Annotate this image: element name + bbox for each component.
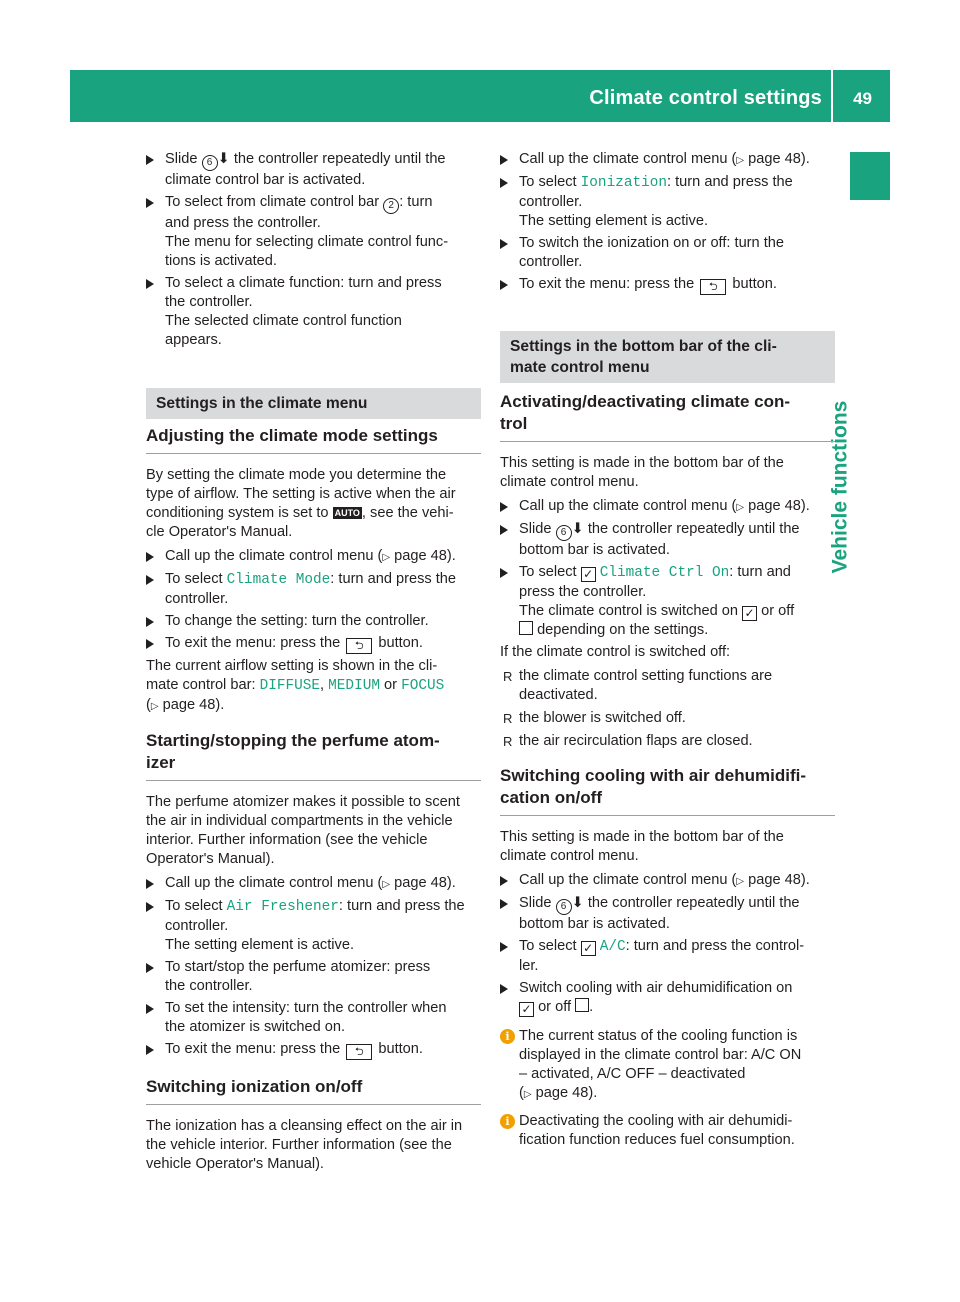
back-button-icon: ⮌ [346, 1044, 372, 1060]
right-column [500, 150, 835, 1150]
step: To select Ionization: turn and press the controller. The setting element is active. [500, 173, 835, 231]
checkbox-checked-icon: ✓ [581, 567, 596, 582]
arrow-bullet-icon [500, 502, 508, 512]
arrow-bullet-icon [500, 280, 508, 290]
auto-icon: AUTO [334, 508, 360, 518]
arrow-bullet-icon [500, 899, 508, 909]
step: To exit the menu: press the ⮌ button. [146, 634, 481, 654]
left-column [146, 150, 481, 1179]
step: To select a climate function: turn and press the controller. The selected climate control function appears. [146, 274, 481, 350]
arrow-bullet-icon [146, 617, 154, 627]
step: Call up the climate control menu (▷ page 48). [500, 150, 835, 170]
step: Switch cooling with air dehumidification on ✓ or off . [500, 979, 835, 1017]
step: Slide 6 ⬇ the controller repeatedly until the bottom bar is activated. [500, 894, 835, 934]
page-ref-icon: ▷ [523, 1089, 532, 1100]
arrow-bullet-icon [500, 984, 508, 994]
checkbox-checked-icon: ✓ [519, 1002, 534, 1017]
arrow-bullet-icon [500, 155, 508, 165]
section-heading: Switching cooling with air dehumidifi- cation on/off [500, 765, 835, 816]
page-ref-icon: ▷ [736, 502, 745, 513]
arrow-bullet-icon [500, 239, 508, 249]
step: Call up the climate control menu (▷ page 48). [146, 547, 481, 567]
section-heading: Starting/stopping the perfume atom- izer [146, 730, 481, 781]
back-button-icon: ⮌ [700, 279, 726, 295]
page-number: 49 [853, 89, 872, 108]
section-heading: Activating/deactivating climate con- trol [500, 391, 835, 442]
bullet-icon: R [503, 711, 513, 726]
arrow-bullet-icon [146, 198, 154, 208]
header-divider [831, 70, 833, 122]
paragraph: By setting the climate mode you determine the type of airflow. The setting is active when the air conditioning system is set to AUTO , see the vehi- cle Operator's Manual. [146, 467, 456, 540]
page-title: Climate control settings [589, 87, 822, 109]
arrow-bullet-icon [500, 525, 508, 535]
page-ref-icon: ▷ [150, 701, 159, 712]
page-ref-icon: ▷ [382, 879, 391, 890]
bullet-icon: R [503, 734, 513, 749]
paragraph: The ionization has a cleansing effect on the air in the vehicle interior. Further information (see the vehicle Operator's Manual). [146, 1118, 463, 1172]
circle-number-icon: 2 [383, 198, 399, 214]
arrow-bullet-icon [146, 639, 154, 649]
paragraph: This setting is made in the bottom bar of the climate control menu. [500, 829, 784, 864]
step: Slide 6 ⬇ the controller repeatedly until the climate control bar is activated. [146, 150, 481, 190]
paragraph: This setting is made in the bottom bar of the climate control menu. [500, 455, 784, 490]
step: To start/stop the perfume atomizer: press the controller. [146, 958, 481, 996]
step: Call up the climate control menu (▷ page 48). [500, 497, 835, 517]
header-bar [70, 70, 890, 122]
section-band: Settings in the climate menu [146, 388, 481, 419]
page-ref-icon: ▷ [736, 876, 745, 887]
side-tab [850, 152, 890, 200]
page-ref-icon: ▷ [382, 552, 391, 563]
step: To set the intensity: turn the controller when the atomizer is switched on. [146, 999, 481, 1037]
info-note: i The current status of the cooling function is displayed in the climate control bar: A/C ON – activated, A/C OFF – deactivated (▷ page 48). [500, 1027, 835, 1104]
arrow-bullet-icon [500, 568, 508, 578]
step: Slide 6 ⬇ the controller repeatedly until the bottom bar is activated. [500, 520, 835, 560]
arrow-bullet-icon [500, 876, 508, 886]
step: To select ✓ A/C: turn and press the control- ler. [500, 937, 835, 976]
paragraph: The current airflow setting is shown in the cli- mate control bar: DIFFUSE, MEDIUM or FOCUS (▷ page 48). [146, 658, 445, 713]
arrow-bullet-icon [146, 279, 154, 289]
arrow-bullet-icon [146, 963, 154, 973]
bullet-icon: R [503, 669, 513, 684]
arrow-bullet-icon [500, 178, 508, 188]
controller-slide-icon: 6 [202, 155, 218, 171]
paragraph: The perfume atomizer makes it possible to scent the air in individual compartments in the vehicle interior. Further information (see the vehicle Operator's Manual). [146, 794, 460, 867]
paragraph: If the climate control is switched off: [500, 644, 731, 660]
arrow-bullet-icon [146, 902, 154, 912]
arrow-bullet-icon [146, 879, 154, 889]
section-heading: Adjusting the climate mode settings [146, 425, 481, 454]
arrow-bullet-icon [146, 1004, 154, 1014]
page-ref-icon: ▷ [736, 155, 745, 166]
list-item: R the air recirculation flaps are closed. [503, 733, 753, 749]
step: To select Air Freshener: turn and press the controller. The setting element is active. [146, 897, 481, 955]
step: To select ✓ Climate Ctrl On: turn and press the controller. The climate control is switched on ✓ or off depending on the settings. [500, 563, 835, 640]
controller-slide-icon: 6 [556, 899, 572, 915]
step: To exit the menu: press the ⮌ button. [500, 275, 835, 295]
arrow-bullet-icon [146, 1045, 154, 1055]
section-band: Settings in the bottom bar of the cli- mate control menu [500, 331, 835, 383]
step: To change the setting: turn the controller. [146, 612, 481, 631]
step: To switch the ionization on or off: turn the controller. [500, 234, 835, 272]
info-icon: i [500, 1114, 515, 1129]
controller-slide-icon: 6 [556, 525, 572, 541]
arrow-bullet-icon [146, 155, 154, 165]
back-button-icon: ⮌ [346, 638, 372, 654]
arrow-bullet-icon [146, 552, 154, 562]
step: To select from climate control bar 2 : turn and press the controller. The menu for selecting climate control func- tions is activated. [146, 193, 481, 271]
step: Call up the climate control menu (▷ page 48). [146, 874, 481, 894]
arrow-bullet-icon [500, 942, 508, 952]
checkbox-checked-icon: ✓ [581, 941, 596, 956]
checkbox-checked-icon: ✓ [742, 606, 757, 621]
list-item: R the blower is switched off. [503, 710, 686, 726]
arrow-bullet-icon [146, 575, 154, 585]
step: To exit the menu: press the ⮌ button. [146, 1040, 481, 1060]
info-icon: i [500, 1029, 515, 1044]
checkbox-empty-icon [575, 998, 589, 1012]
info-note: i Deactivating the cooling with air dehumidi- fication function reduces fuel consumption. [500, 1112, 835, 1150]
checkbox-empty-icon [519, 621, 533, 635]
step: To select Climate Mode: turn and press the controller. [146, 570, 481, 609]
step: Call up the climate control menu (▷ page 48). [500, 871, 835, 891]
list-item: R the climate control setting functions are deactivated. [503, 668, 773, 703]
section-heading: Switching ionization on/off [146, 1076, 481, 1105]
